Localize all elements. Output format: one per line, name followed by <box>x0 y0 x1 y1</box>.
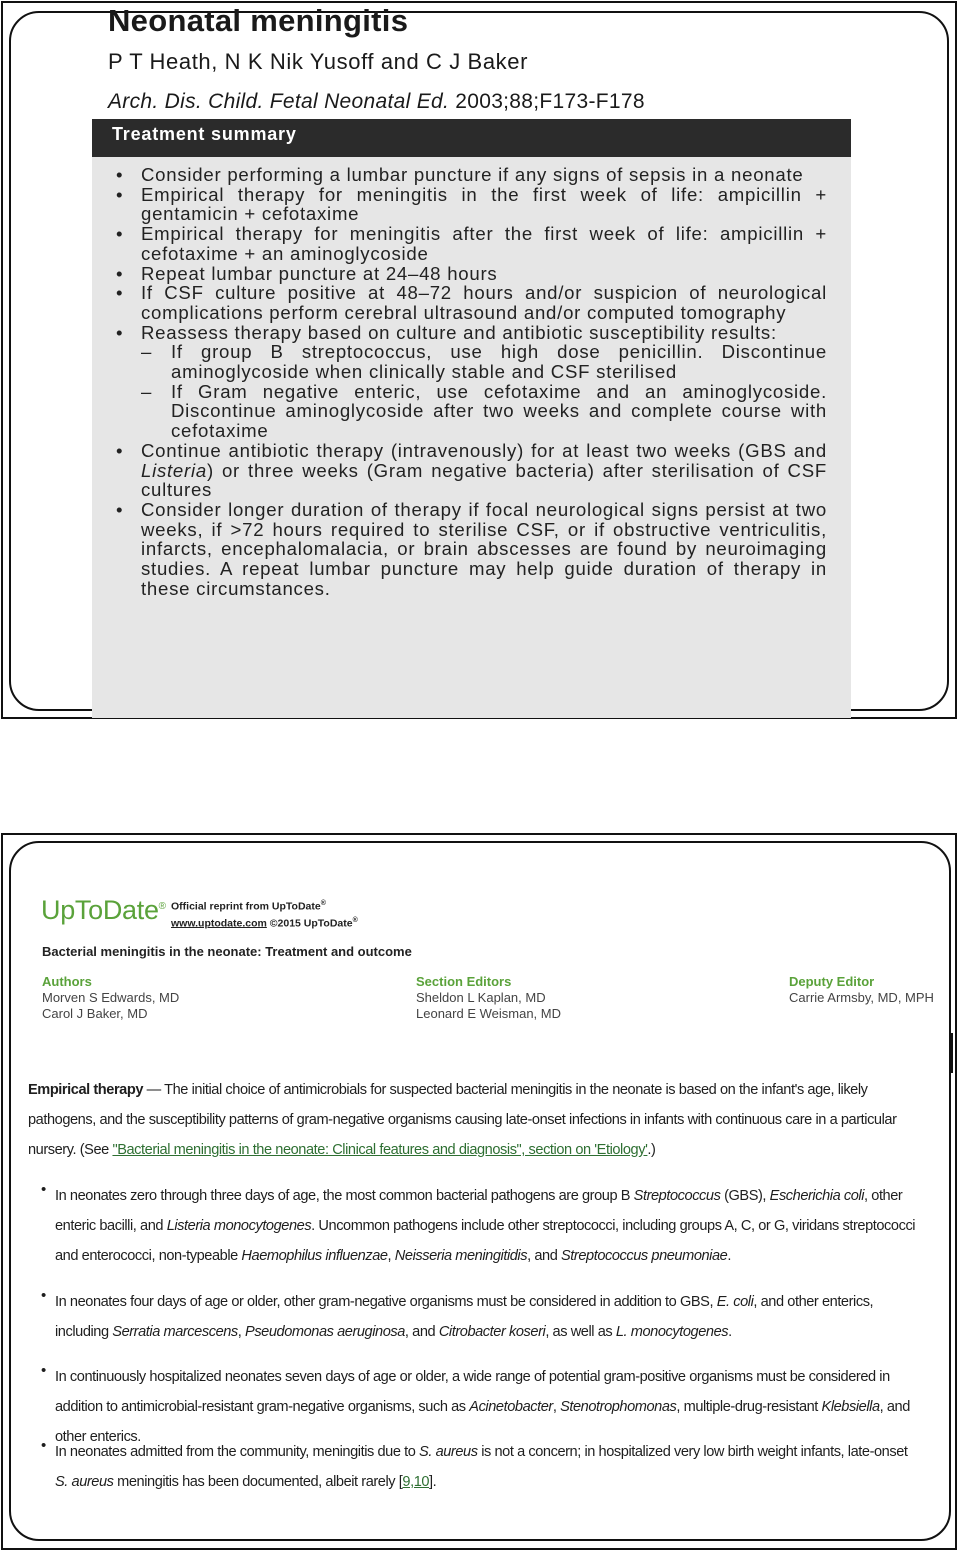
list-item: In neonates four days of age or older, other gram-negative organisms must be considered in addition to GBS, E. coli, and other enterics, including Serratia marcescens, Pseudomonas aeruginosa, and Citrobacter koseri, as well as L. monocytogenes. <box>55 1293 874 1340</box>
list-item: • If CSF culture positive at 48–72 hours and/or suspicion of neurological complications perform cerebral ultrasound and/or computed tomography <box>116 282 827 323</box>
editor-name: Carrie Armsby, MD, MPH <box>789 990 934 1005</box>
reference-link[interactable]: 9,10 <box>402 1473 430 1490</box>
list-item: • Consider longer duration of therapy if focal neurological signs persist at two weeks, if >72 hours required to sterilise CSF, or if obstructive ventriculitis, infarcts, encephalomalacia, or brain abscesses are found by neuroimaging studies. A repeat lumbar puncture may help guide duration of therapy in these circumstances. <box>116 498 827 599</box>
list-item: • Consider performing a lumbar puncture if any signs of sepsis in a neonate <box>116 164 804 185</box>
bullet-icon: • <box>116 183 124 205</box>
sub-list-item: – If group B streptococcus, use high dose penicillin. Discontinue aminoglycoside when clinically stable and CSF sterilised <box>141 341 827 383</box>
bullet-icon: • <box>41 1437 47 1454</box>
author-name: Morven S Edwards, MD <box>42 990 180 1005</box>
author-name: Carol J Baker, MD <box>42 1006 148 1021</box>
journal-name: Arch. Dis. Child. Fetal Neonatal Ed. <box>108 90 450 113</box>
deputy-editor-column <box>789 974 934 1006</box>
list-item: In continuously hospitalized neonates seven days of age or older, a wide range of potential gram-positive organisms must be considered in addition to antimicrobial-resistant gram-negative organisms, such as Acinetobacter, Stenotrophomonas, multiple-drug-resistant Klebsiella, and other enterics. <box>55 1368 910 1445</box>
bullet-icon: • <box>116 262 124 284</box>
bullet-icon: • <box>116 223 124 245</box>
uptodate-link[interactable]: www.uptodate.com <box>171 917 267 929</box>
etiology-link[interactable]: "Bacterial meningitis in the neonate: Clinical features and diagnosis", section on 'Etiology' <box>112 1141 648 1158</box>
dash-icon: – <box>141 341 153 363</box>
dash-icon: – <box>141 380 153 402</box>
editor-name: Leonard E Weisman, MD <box>416 1006 561 1021</box>
treatment-list <box>110 165 827 598</box>
sub-list-item: – If Gram negative enteric, use cefotaxime and an aminoglycoside. Discontinue aminoglycoside after two weeks and complete course with cefotaxime <box>141 380 827 442</box>
uptodate-panel <box>1 833 957 1550</box>
article-authors: P T Heath, N K Nik Yusoff and C J Baker <box>108 49 529 74</box>
treatment-summary-heading: Treatment summary <box>92 119 851 157</box>
treatment-summary-panel <box>1 1 957 719</box>
bullet-icon: • <box>116 439 124 461</box>
bullet-icon: • <box>116 498 124 520</box>
list-item: In neonates zero through three days of age, the most common bacterial pathogens are group B Streptococcus (GBS), Escherichia coli, other enteric bacilli, and Listeria monocytogenes. Uncommon pathogens include other streptococci, including groups A, C, or G, viridans streptococci and enterococci, non-typeable Haemophilus influenzae, Neisseria meningitidis, and Streptococcus pneumoniae. <box>55 1187 916 1264</box>
list-item: • Reassess therapy based on culture and antibiotic susceptibility results: – If group B streptococcus, use high dose penicillin. Discontinue aminoglycoside when clinically stable and CSF sterilised – If Gram negative enteric, use cefotaxime and an aminoglycoside. Discontinue aminoglycoside after two weeks and complete course with cefotaxime <box>116 321 827 442</box>
list-item: • Repeat lumbar puncture at 24–48 hours <box>116 262 498 284</box>
list-item: • Continue antibiotic therapy (intravenously) for at least two weeks (GBS and Listeria) or three weeks (Gram negative bacteria) after sterilisation of CSF cultures <box>116 439 827 501</box>
reprint-notice: Official reprint from UpToDate® www.uptodate.com ©2015 UpToDate® <box>171 900 358 929</box>
topic-title: Bacterial meningitis in the neonate: Treatment and outcome <box>42 944 412 959</box>
editor-name: Sheldon L Kaplan, MD <box>416 990 546 1005</box>
uptodate-logo: UpToDate® <box>41 895 166 925</box>
sub-list <box>141 342 827 441</box>
journal-citation <box>108 90 645 114</box>
bullet-icon: • <box>41 1181 47 1198</box>
journal-reference: 2003;88;F173-F178 <box>455 90 645 113</box>
bullet-icon: • <box>41 1287 47 1304</box>
section-editors-column <box>416 974 561 1022</box>
bullet-icon: • <box>41 1362 47 1379</box>
bullet-icon: • <box>116 321 124 343</box>
list-item: • Empirical therapy for meningitis in the first week of life: ampicillin + gentamicin + cefotaxime <box>116 183 827 225</box>
authors-column <box>42 974 179 1022</box>
bullet-icon: • <box>116 164 124 185</box>
section-editors-heading: Section Editors <box>416 974 512 989</box>
list-item: In neonates admitted from the community, meningitis due to S. aureus is not a concern; in hospitalized very low birth weight infants, late-onset S. aureus meningitis has been documented, albeit rarely [9,10]. <box>55 1443 908 1490</box>
article-title: Neonatal meningitis <box>108 3 409 38</box>
deputy-editor-heading: Deputy Editor <box>789 974 875 989</box>
treatment-summary-box <box>92 157 851 718</box>
list-item: • Empirical therapy for meningitis after the first week of life: ampicillin + cefotaxime + an aminoglycoside <box>116 223 827 264</box>
bullet-icon: • <box>116 282 124 304</box>
empirical-therapy-paragraph: Empirical therapy — The initial choice of antimicrobials for suspected bacterial meningitis in the neonate is based on the infant's age, likely pathogens, and the susceptibility patterns of gram-negative organisms causing late-onset infections in infants with continuous care in a particular nursery. (See "Bacterial meningitis in the neonate: Clinical features and diagnosis", section on 'Etiology'.) <box>28 1081 897 1158</box>
scrollbar[interactable] <box>951 1033 953 1073</box>
authors-heading: Authors <box>42 974 92 989</box>
